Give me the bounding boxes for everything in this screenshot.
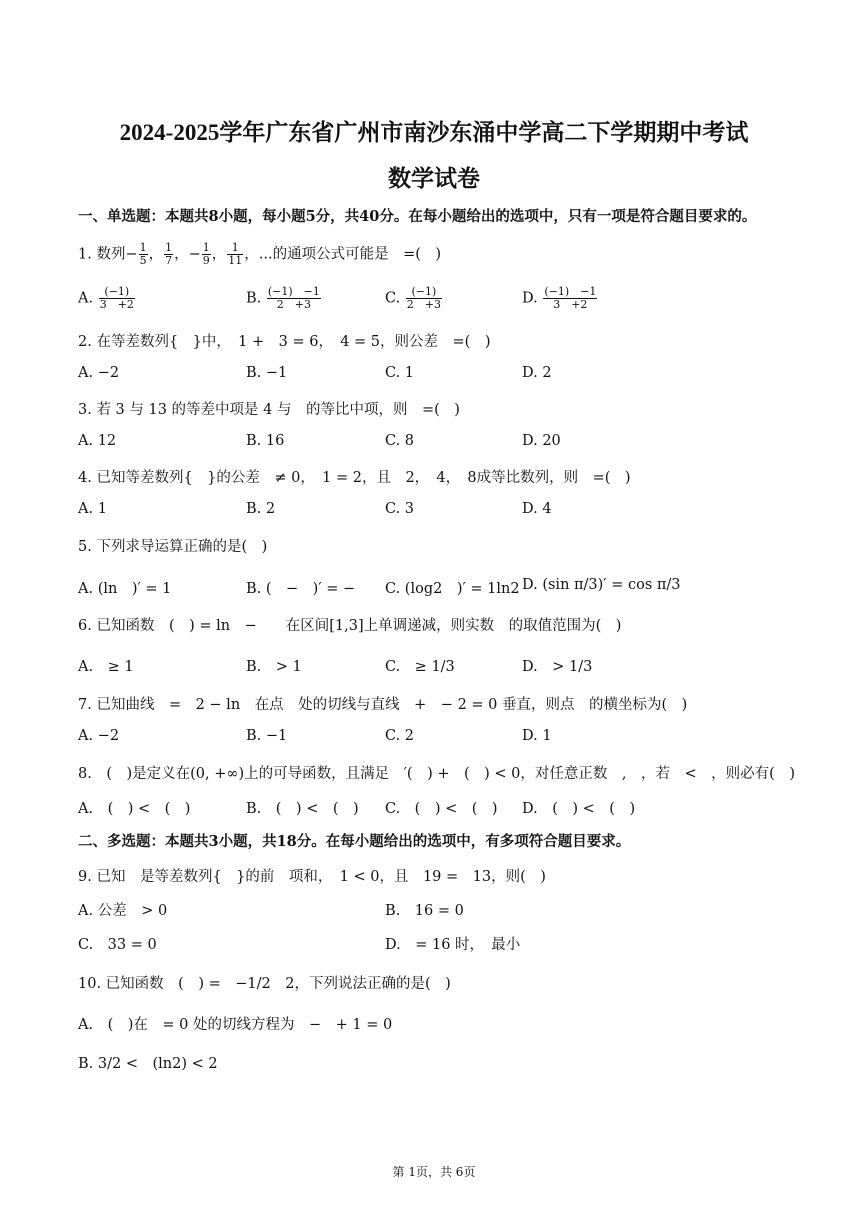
- q1-option-c: C. $\frac{(-1)}{2 +3}$: [385, 285, 442, 311]
- q7-option-a: A. −2: [78, 728, 120, 744]
- q1-option-d: D. $\frac{(-1) -1}{3 +2}$: [522, 285, 597, 311]
- q1-prefix: 1. 数列: [78, 246, 126, 263]
- q8-option-d: D. ( ) < ( ): [522, 801, 636, 817]
- q4-option-d: D. 4: [522, 501, 552, 517]
- question-1-stem: 1. 数列− $\frac{1}{5}$ ， $\frac{1}{7}$ ，− $\frac{1}{9}$ ， $\frac{1}{11}$ ，...的通项公式可能是 =( ): [78, 241, 442, 267]
- q9-option-a: A. 公差 > 0: [78, 903, 168, 919]
- question-5-stem: 5. 下列求导运算正确的是( ): [78, 539, 268, 555]
- q8-option-a: A. ( ) < ( ): [78, 801, 191, 817]
- question-4-stem: 4. 已知等差数列{ }的公差 ≠ 0， 1 = 2，且 2， 4， 8成等比数列，则 =( ): [78, 470, 631, 486]
- q8-option-b: B. ( ) < ( ): [246, 801, 359, 817]
- q10-option-b: B. 3/2 < (ln2) < 2: [78, 1056, 218, 1072]
- question-8-stem: 8. ( )是定义在(0, +∞)上的可导函数，且满足 ′( ) + ( ) < 0，对任意正数 , ，若 < ，则必有( ): [78, 766, 795, 782]
- page-title: 2024-2025学年广东省广州市南沙东涌中学高二下学期期中考试: [119, 120, 749, 145]
- q10-option-a: A. ( )在 = 0 处的切线方程为 − + 1 = 0: [78, 1017, 393, 1033]
- q7-option-b: B. −1: [246, 728, 288, 744]
- q5-option-a: A. (ln )′ = 1: [78, 581, 172, 597]
- q6-option-d: D. > 1/3: [522, 659, 593, 675]
- q1-suffix: ，...的通项公式可能是 =( ): [244, 246, 442, 263]
- q5-option-d: D. (sin π/3)′ = cos π/3: [522, 577, 681, 593]
- q1-option-b: B. $\frac{(-1) -1}{2 +3}$: [246, 285, 320, 311]
- q5-option-c: C. (log2 )′ = 1ln2: [385, 581, 520, 597]
- q6-option-a: A. ≥ 1: [78, 659, 134, 675]
- q4-option-c: C. 3: [385, 501, 415, 517]
- q3-option-d: D. 20: [522, 433, 561, 449]
- q1-frac-3: $\frac{1}{9}$: [202, 241, 210, 267]
- q3-option-b: B. 16: [246, 433, 285, 449]
- q2-option-d: D. 2: [522, 365, 552, 381]
- question-2-stem: 2. 在等差数列{ }中， 1 + 3 = 6， 4 = 5，则公差 =( ): [78, 334, 491, 350]
- page-subtitle: 数学试卷: [388, 166, 480, 191]
- q4-option-a: A. 1: [78, 501, 107, 517]
- q6-option-b: B. > 1: [246, 659, 302, 675]
- question-10-stem: 10. 已知函数 ( ) = −1/2 2，下列说法正确的是( ): [78, 976, 451, 992]
- question-7-stem: 7. 已知曲线 = 2 − ln 在点 处的切线与直线 + − 2 = 0 垂直，则点 的横坐标为( ): [78, 697, 688, 713]
- q4-option-b: B. 2: [246, 501, 276, 517]
- q1-frac-1: $\frac{1}{5}$: [139, 241, 147, 267]
- q2-option-c: C. 1: [385, 365, 415, 381]
- page-footer: 第 1页，共 6页: [392, 1165, 476, 1179]
- q1-frac-2: $\frac{1}{7}$: [165, 241, 173, 267]
- question-3-stem: 3. 若 3 与 13 的等差中项是 4 与 的等比中项，则 =( ): [78, 402, 460, 418]
- q1-option-a: A. $\frac{(-1)}{3 +2}$: [78, 285, 134, 311]
- question-9-stem: 9. 已知 是等差数列{ }的前 项和， 1 < 0，且 19 = 13，则( ): [78, 869, 546, 885]
- question-6-stem: 6. 已知函数 ( ) = ln − 在区间[1,3]上单调递减，则实数 的取值范围为( ): [78, 618, 622, 634]
- q2-option-a: A. −2: [78, 365, 120, 381]
- q3-option-a: A. 12: [78, 433, 117, 449]
- q9-option-c: C. 33 = 0: [78, 937, 157, 953]
- q9-option-d: D. = 16 时， 最小: [385, 937, 521, 953]
- q6-option-c: C. ≥ 1/3: [385, 659, 455, 675]
- q9-option-b: B. 16 = 0: [385, 903, 464, 919]
- q7-option-d: D. 1: [522, 728, 552, 744]
- q5-option-b: B. ( − )′ = −: [246, 581, 356, 597]
- q8-option-c: C. ( ) < ( ): [385, 801, 498, 817]
- section-heading-single-choice: 一、单选题：本题共8小题，每小题5分，共40分。在每小题给出的选项中，只有一项是符合题目要求的。: [78, 208, 757, 225]
- q3-option-c: C. 8: [385, 433, 415, 449]
- q7-option-c: C. 2: [385, 728, 415, 744]
- q1-frac-4: $\frac{1}{11}$: [228, 241, 243, 267]
- section-heading-multi-choice: 二、多选题：本题共3小题，共18分。在每小题给出的选项中，有多项符合题目要求。: [78, 833, 631, 850]
- q2-option-b: B. −1: [246, 365, 288, 381]
